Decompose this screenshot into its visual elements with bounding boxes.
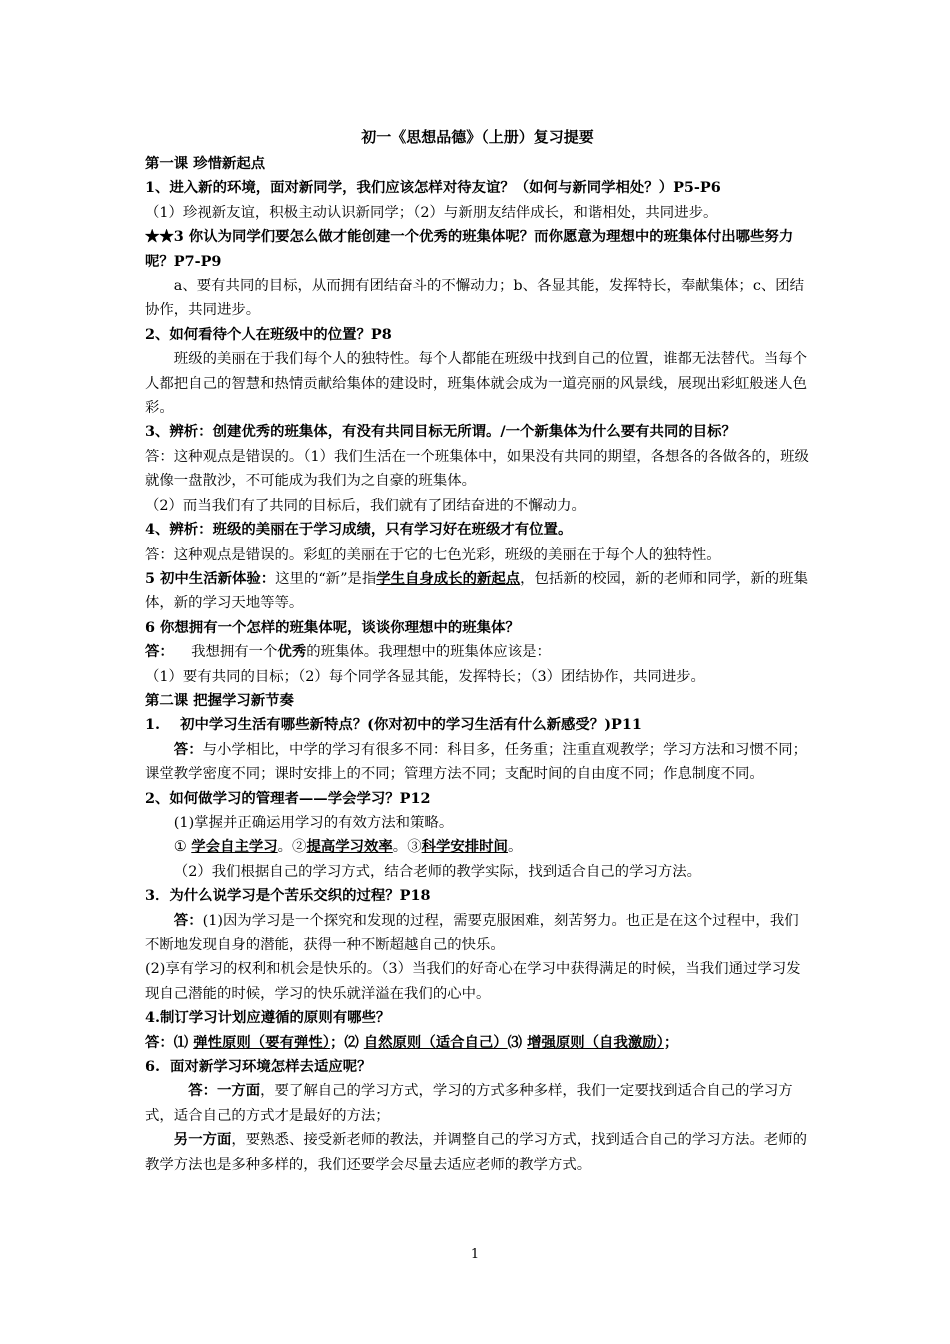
lesson1-a3a: 答：这种观点是错误的。（1）我们生活在一个班集体中，如果没有共同的期望，各想各的各做各的，班级就像一盘散沙，不可能成为我们为之自豪的班集体。 [145, 448, 809, 490]
lesson1-a2: 班级的美丽在于我们每个人的独特性。每个人都能在班级中找到自己的位置，谁都无法替代。当每个人都把自己的智慧和热情贡献给集体的建设时，班集体就会成为一道亮丽的风景线，展现出彩虹般迷人色彩。 [145, 351, 807, 417]
l2-a1-text: 与小学相比，中学的学习有很多不同：科目多，任务重；注重直观教学；学习方法和习惯不同；课堂教学密度不同；课时安排上的不同；管理方法不同；支配时间的自由度不同；作息制度不同。 [145, 741, 808, 783]
l2-a6-text1: ，要了解自己的学习方式，学习的方式多种多样，我们一定要找到适合自己的学习方式，适合自己的方式才是最好的方法； [145, 1083, 793, 1124]
document-page [145, 124, 810, 1177]
sep-1: ；⑵ [329, 1033, 359, 1051]
lesson1-a1b: a、要有共同的目标，从而拥有团结奋斗的不懈动力；b、各显其能，发挥特长，奉献集体；c、团结协作，共同进步。 [145, 278, 805, 319]
principle-natural: 自然原则（适合自己） [363, 1033, 508, 1051]
page-number: 1 [470, 1247, 480, 1262]
a6-pre: 我想拥有一个 [191, 644, 278, 661]
lesson1-a3b: （2）而当我们有了共同的目标后，我们就有了团结奋进的不懈动力。 [145, 497, 586, 514]
lesson2-a6-2 [145, 1128, 810, 1177]
skill-time: 科学安排时间 [421, 838, 508, 856]
lesson2-q4: 4.制订学习计划应遵循的原则有哪些？ [145, 1009, 391, 1027]
lesson2-a3-1 [145, 909, 810, 958]
lesson1-q2: 2、如何看待个人在班级中的位置？P8 [145, 325, 392, 343]
lesson2-q6: 6. 面对新学习环境怎样去适应呢？ [145, 1058, 372, 1076]
lesson2-a6-1 [145, 1079, 810, 1128]
lesson2-a2-items [145, 835, 810, 859]
skill-self-study: 学会自主学习 [191, 838, 278, 856]
num-3: ⑶ [507, 1033, 523, 1051]
lesson2-heading: 第二课 把握学习新节奏 [145, 691, 294, 709]
lesson1-q4: 4、辨析：班级的美丽在于学习成绩，只有学习好在班级才有位置。 [145, 521, 573, 539]
l2-a3-text: (1)因为学习是一个探究和发现的过程，需要克服困难，刻苦努力。也正是在这个过程中，我们不断地发现自身的潜能，获得一种不断超越自己的快乐。 [145, 912, 799, 953]
principle-enhance: 增强原则（自我激励） [527, 1033, 664, 1051]
lesson1-q1b: ★★3 你认为同学们要怎么做才能创建一个优秀的班集体呢？而你愿意为理想中的班集体付出哪些努力呢？P7-P9 [145, 228, 794, 270]
l2-a6-label2: 另一方面 [173, 1131, 232, 1149]
num-1: ⑴ [173, 1033, 189, 1051]
lesson1-a6 [145, 640, 810, 664]
lesson1-a1: （1）珍视新友谊，积极主动认识新同学；（2）与新朋友结伴成长，和谐相处，共同进步。 [145, 204, 718, 221]
lesson1-a6-list: （1）要有共同的目标；（2）每个同学各显其能，发挥特长；（3）团结协作，共同进步。 [145, 668, 705, 685]
q5-mid: 这里的“新”是指 [275, 570, 377, 587]
l2-a3-label: 答： [173, 911, 203, 929]
circled-3: 。③ [392, 839, 422, 856]
lesson1-q5 [145, 567, 810, 616]
lesson2-q1: 1. 初中学习生活有哪些新特点？(你对初中的学习生活有什么新感受？)P11 [145, 716, 642, 734]
q5-bold: 学生自身成长的新起点 [376, 569, 521, 587]
page-title: 初一《思想品德》（上册）复习提要 [361, 128, 594, 146]
lesson2-q2: 2、如何做学习的管理者——学会学习？P12 [145, 789, 431, 807]
principle-elastic: 弹性原则（要有弹性） [193, 1033, 330, 1051]
lesson2-a2-2: （2）我们根据自己的学习方式，结合老师的教学实际，找到适合自己的学习方法。 [173, 863, 702, 880]
a6-bold: 优秀 [277, 643, 307, 661]
q5-rest: ，包括新的校园，新的老师和同学，新的班集体，新的学习天地等等。 [145, 570, 808, 612]
period: 。 [507, 839, 523, 856]
lesson2-a4 [145, 1031, 810, 1055]
skill-efficiency: 提高学习效率 [306, 838, 393, 856]
lesson2-a1 [145, 738, 810, 787]
lesson2-a2-1: (1)掌握并正确运用学习的有效方法和策略。 [173, 814, 454, 831]
circled-2: 。② [277, 839, 307, 856]
a6-label: 答： [145, 643, 174, 661]
end-mark: ； [663, 1033, 679, 1051]
circled-1: ① [173, 839, 187, 856]
l2-a6-text2: ，要熟悉、接受新老师的教法，并调整自己的学习方式，找到适合自己的学习方法。老师的教学方法也是多种多样的，我们还要学会尽量去适应老师的教学方式。 [145, 1132, 808, 1173]
lesson2-a3-2: (2)享有学习的权利和机会是快乐的。（3）当我们的好奇心在学习中获得满足的时候，当我们通过学习发现自己潜能的时候，学习的快乐就洋溢在我们的心中。 [145, 961, 801, 1002]
a6-post: 的班集体。我理想中的班集体应该是： [306, 644, 551, 661]
lesson1-q1: 1、进入新的环境，面对新同学，我们应该怎样对待友谊？（如何与新同学相处？）P5-P6 [145, 179, 721, 197]
lesson2-q3: 3．为什么说学习是个苦乐交织的过程？P18 [145, 887, 431, 905]
lesson1-q6: 6 你想拥有一个怎样的班集体呢，谈谈你理想中的班集体？ [145, 618, 520, 636]
l2-a1-label: 答： [173, 740, 203, 758]
l2-a4-label: 答： [145, 1033, 174, 1051]
lesson1-a4: 答：这种观点是错误的。彩虹的美丽在于它的七色光彩，班级的美丽在于每个人的独特性。 [145, 546, 721, 563]
l2-a6-label: 答：一方面 [188, 1082, 261, 1100]
lesson1-q3: 3、辨析：创建优秀的班集体，有没有共同目标无所谓。/一个新集体为什么要有共同的目标？ [145, 423, 736, 441]
lesson1-heading: 第一课 珍惜新起点 [145, 155, 266, 172]
q5-label: 5 初中生活新体验： [145, 569, 276, 587]
